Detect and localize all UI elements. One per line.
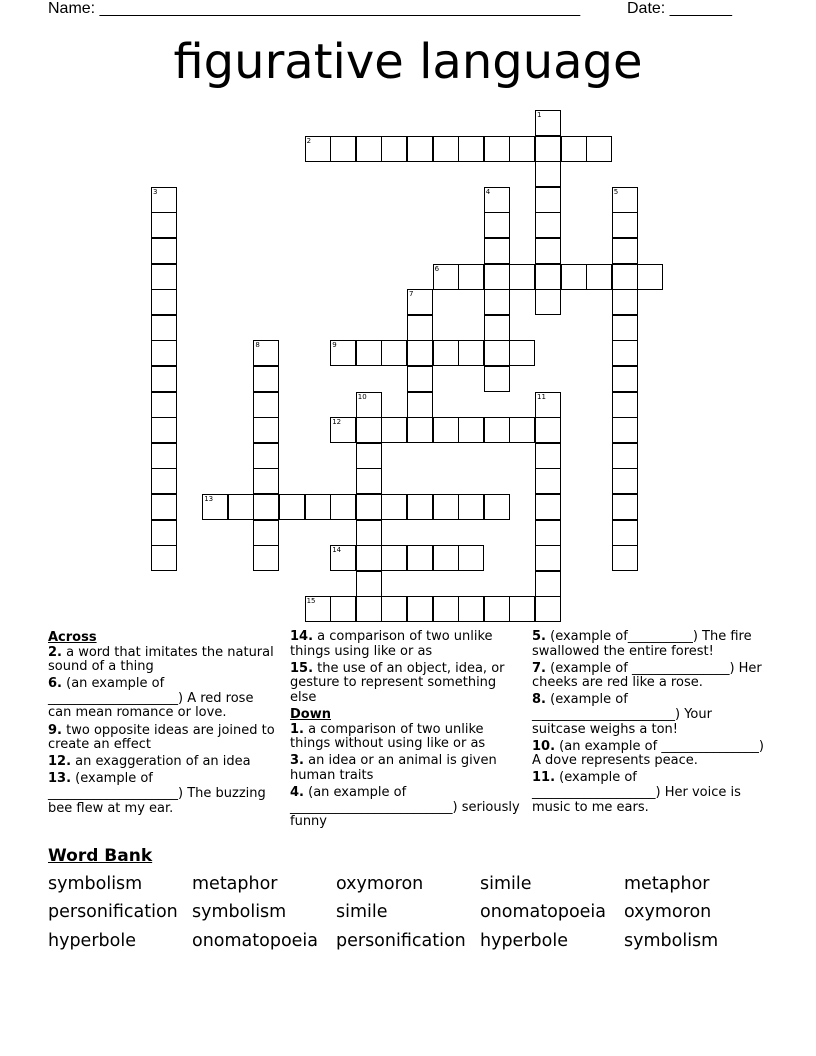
grid-cell[interactable] [484, 212, 510, 238]
word-bank-item: oxymoron [336, 874, 424, 894]
grid-cell[interactable] [151, 187, 177, 213]
grid-cell[interactable] [535, 238, 561, 264]
grid-cell[interactable] [484, 366, 510, 392]
grid-cell[interactable] [356, 596, 382, 622]
clue-down-3: 3. an idea or an animal is given human traits [290, 753, 497, 783]
grid-cell[interactable] [330, 494, 356, 520]
clue-across-14: 14. a comparison of two unlike things using like or as [290, 629, 493, 659]
grid-cell[interactable] [458, 264, 484, 290]
grid-cell[interactable] [535, 417, 561, 443]
grid-cell[interactable] [330, 545, 356, 571]
grid-cell[interactable] [484, 187, 510, 213]
word-bank-item: onomatopoeia [480, 902, 607, 922]
grid-cell[interactable] [612, 238, 638, 264]
grid-cell[interactable] [381, 136, 407, 162]
grid-cell[interactable] [356, 520, 382, 546]
grid-cell[interactable] [535, 136, 561, 162]
grid-cell[interactable] [202, 494, 228, 520]
grid-cell[interactable] [535, 468, 561, 494]
grid-cell[interactable] [612, 392, 638, 418]
grid-cell[interactable] [305, 596, 331, 622]
grid-cell[interactable] [612, 366, 638, 392]
word-bank-item: hyperbole [48, 931, 136, 951]
clue-number: 10 [357, 392, 367, 401]
grid-cell[interactable] [535, 596, 561, 622]
grid-cell[interactable] [356, 136, 382, 162]
clues-column-2 [290, 630, 526, 832]
grid-cell[interactable] [535, 494, 561, 520]
grid-cell[interactable] [407, 136, 433, 162]
clue-number: 9 [332, 341, 337, 350]
grid-cell[interactable] [612, 289, 638, 315]
grid-cell[interactable] [433, 596, 459, 622]
grid-cell[interactable] [433, 136, 459, 162]
clue-number: 12 [332, 418, 342, 427]
clue-number: 1 [537, 111, 542, 119]
clue-across-9: 9. two opposite ideas are joined to create an effect [48, 722, 275, 753]
date-label: Date: _______ [627, 0, 732, 17]
grid-cell[interactable] [151, 520, 177, 546]
grid-cell[interactable] [484, 136, 510, 162]
clue-down-1: 1. a comparison of two unlike things without using like or as [290, 721, 486, 752]
clue-across-13: 13. (example of ____________________) The buzzing bee flew at my ear. [48, 771, 266, 816]
grid-cell[interactable] [407, 315, 433, 341]
grid-cell[interactable] [535, 545, 561, 571]
word-bank-item: metaphor [624, 874, 710, 894]
grid-cell[interactable] [637, 264, 663, 290]
grid-cell[interactable] [381, 340, 407, 366]
word-bank-item: simile [480, 874, 532, 894]
grid-cell[interactable] [151, 212, 177, 238]
grid-cell[interactable] [535, 110, 561, 136]
clue-down-8: 8. (example of ______________________) Your suitcase weighs a ton! [532, 692, 712, 737]
clue-number: 5 [613, 187, 619, 196]
grid-cell[interactable] [535, 571, 561, 597]
grid-cell[interactable] [407, 596, 433, 622]
grid-cell[interactable] [356, 494, 382, 520]
grid-cell[interactable] [433, 264, 459, 290]
grid-cell[interactable] [407, 340, 433, 366]
grid-cell[interactable] [612, 187, 638, 213]
grid-cell[interactable] [612, 468, 638, 494]
grid-cell[interactable] [535, 392, 561, 418]
grid-cell[interactable] [484, 596, 510, 622]
grid-cell[interactable] [509, 340, 535, 366]
grid-cell[interactable] [535, 289, 561, 315]
grid-cell[interactable] [535, 443, 561, 469]
grid-cell[interactable] [612, 315, 638, 341]
grid-cell[interactable] [151, 417, 177, 443]
grid-cell[interactable] [330, 340, 356, 366]
clue-across-2: 2. a word that imitates the natural sound of a thing [48, 644, 274, 675]
grid-cell[interactable] [433, 417, 459, 443]
page-title: figurative language [173, 34, 643, 90]
grid-cell[interactable] [561, 264, 587, 290]
grid-cell[interactable] [586, 264, 612, 290]
word-bank-item: symbolism [192, 902, 287, 922]
grid-cell[interactable] [407, 289, 433, 315]
clue-number: 11 [537, 392, 546, 401]
grid-cell[interactable] [535, 161, 561, 187]
grid-cell[interactable] [151, 468, 177, 494]
grid-cell[interactable] [253, 520, 279, 546]
grid-cell[interactable] [151, 494, 177, 520]
word-bank-item: symbolism [48, 874, 143, 894]
grid-cell[interactable] [356, 392, 382, 418]
grid-cell[interactable] [356, 417, 382, 443]
grid-cell[interactable] [535, 212, 561, 238]
grid-cell[interactable] [509, 264, 535, 290]
word-bank-item: hyperbole [480, 931, 568, 951]
clue-number: 14 [332, 546, 342, 555]
grid-cell[interactable] [407, 366, 433, 392]
clue-down-5: 5. (example of__________) The fire swallowed the entire forest! [532, 629, 752, 659]
grid-cell[interactable] [381, 494, 407, 520]
grid-cell[interactable] [356, 340, 382, 366]
word-bank-item: onomatopoeia [192, 931, 319, 951]
clue-number: 7 [409, 290, 414, 299]
grid-cell[interactable] [151, 443, 177, 469]
grid-cell[interactable] [381, 545, 407, 571]
grid-cell[interactable] [407, 392, 433, 418]
word-bank-item: personification [48, 902, 178, 922]
grid-cell[interactable] [612, 545, 638, 571]
grid-cell[interactable] [458, 136, 484, 162]
grid-cell[interactable] [253, 392, 279, 418]
grid-cell[interactable] [561, 136, 587, 162]
grid-cell[interactable] [151, 392, 177, 418]
grid-cell[interactable] [253, 545, 279, 571]
grid-cell[interactable] [458, 545, 484, 571]
grid-cell[interactable] [356, 571, 382, 597]
grid-cell[interactable] [612, 212, 638, 238]
clue-down-11: 11. (example of ___________________) Her voice is music to me ears. [532, 770, 741, 815]
grid-cell[interactable] [151, 315, 177, 341]
grid-cell[interactable] [407, 494, 433, 520]
clue-down-10: 10. (an example of _______________) A dove represents peace. [532, 738, 764, 769]
clue-number: 3 [153, 187, 158, 196]
grid-cell[interactable] [484, 289, 510, 315]
clues-column-1 [48, 630, 280, 819]
grid-cell[interactable] [612, 443, 638, 469]
grid-cell[interactable] [330, 136, 356, 162]
grid-cell[interactable] [330, 596, 356, 622]
clue-number: 6 [434, 264, 440, 273]
grid-cell[interactable] [381, 417, 407, 443]
across-heading: Across [48, 630, 97, 645]
grid-cell[interactable] [433, 545, 459, 571]
grid-cell[interactable] [586, 136, 612, 162]
grid-cell[interactable] [612, 520, 638, 546]
grid-cell[interactable] [356, 468, 382, 494]
clue-down-7: 7. (example of _______________) Her cheeks are red like a rose. [532, 660, 762, 691]
grid-cell[interactable] [458, 596, 484, 622]
grid-cell[interactable] [253, 340, 279, 366]
grid-cell[interactable] [509, 136, 535, 162]
grid-cell[interactable] [509, 596, 535, 622]
grid-cell[interactable] [356, 443, 382, 469]
clue-across-6: 6. (an example of ____________________) A red rose can mean romance or love. [48, 676, 254, 721]
name-label: Name: ______________________________________________________ [48, 0, 581, 17]
clue-number: 4 [485, 187, 491, 196]
word-bank-title: Word Bank [48, 846, 153, 866]
grid-cell[interactable] [305, 494, 331, 520]
grid-cell[interactable] [458, 417, 484, 443]
grid-cell[interactable] [484, 264, 510, 290]
grid-cell[interactable] [381, 596, 407, 622]
clue-across-15: 15. the use of an object, idea, or gesture to represent something else [290, 660, 505, 705]
clue-across-12: 12. an exaggeration of an idea [48, 754, 251, 770]
grid-cell[interactable] [484, 238, 510, 264]
grid-cell[interactable] [612, 264, 638, 290]
clue-number: 13 [204, 495, 214, 503]
grid-cell[interactable] [253, 494, 279, 520]
down-heading: Down [290, 706, 331, 722]
grid-cell[interactable] [612, 494, 638, 520]
grid-cell[interactable] [279, 494, 305, 520]
grid-cell[interactable] [330, 417, 356, 443]
grid-cell[interactable] [253, 366, 279, 392]
word-bank-item: simile [336, 902, 388, 922]
grid-cell[interactable] [305, 136, 331, 162]
clues-column-3 [532, 630, 768, 818]
word-bank-item: metaphor [192, 874, 278, 894]
grid-cell[interactable] [151, 366, 177, 392]
word-bank-item: personification [336, 931, 466, 951]
grid-cell[interactable] [535, 264, 561, 290]
grid-cell[interactable] [612, 417, 638, 443]
clue-number: 15 [306, 597, 316, 606]
grid-cell[interactable] [433, 494, 459, 520]
clue-number: 8 [255, 341, 260, 350]
grid-cell[interactable] [458, 340, 484, 366]
clue-number: 2 [306, 136, 312, 145]
grid-cell[interactable] [484, 494, 510, 520]
word-bank-item: symbolism [624, 931, 719, 951]
grid-cell[interactable] [535, 520, 561, 546]
grid-cell[interactable] [253, 443, 279, 469]
grid-cell[interactable] [484, 340, 510, 366]
grid-cell[interactable] [484, 417, 510, 443]
grid-cell[interactable] [535, 187, 561, 213]
clue-down-4: 4. (an example of _________________________) seriously funny [290, 784, 520, 830]
grid-cell[interactable] [151, 289, 177, 315]
grid-cell[interactable] [484, 315, 510, 341]
grid-cell[interactable] [612, 340, 638, 366]
grid-cell[interactable] [253, 468, 279, 494]
grid-cell[interactable] [151, 238, 177, 264]
grid-cell[interactable] [151, 340, 177, 366]
word-bank-item: oxymoron [624, 902, 712, 922]
grid-cell[interactable] [458, 494, 484, 520]
grid-cell[interactable] [433, 340, 459, 366]
grid-cell[interactable] [253, 417, 279, 443]
grid-cell[interactable] [228, 494, 254, 520]
grid-cell[interactable] [407, 545, 433, 571]
grid-cell[interactable] [151, 545, 177, 571]
grid-cell[interactable] [151, 264, 177, 290]
grid-cell[interactable] [356, 545, 382, 571]
grid-cell[interactable] [509, 417, 535, 443]
grid-cell[interactable] [407, 417, 433, 443]
